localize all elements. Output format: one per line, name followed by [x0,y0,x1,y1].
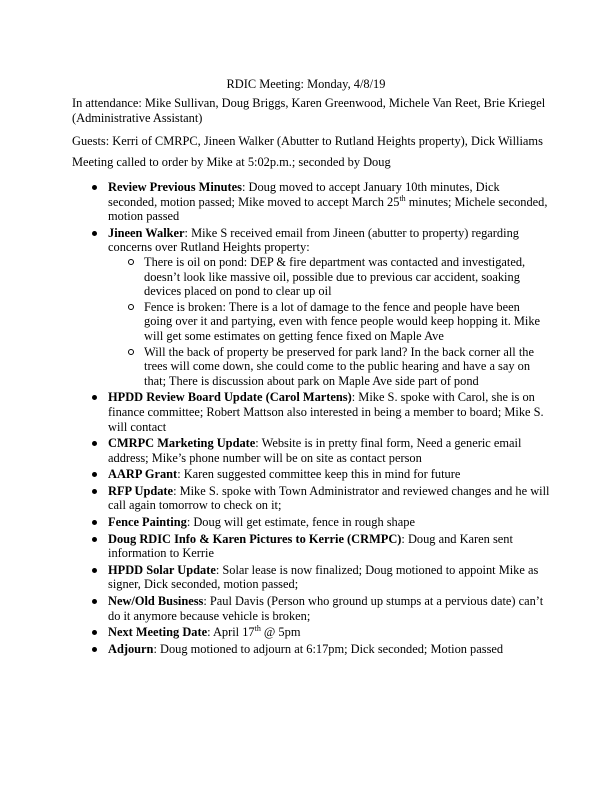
attendance-paragraph: In attendance: Mike Sullivan, Doug Briggs, Karen Greenwood, Michele Van Reet, Brie Kriegel (Administrative Assistant) [72,96,546,125]
item-text: : Website is in pretty final form, Need a generic email address; Mike’s phone number will be on site as contact person [108,436,522,465]
list-item [90,594,550,623]
item-label: HPDD Review Board Update (Carol Martens) [108,390,352,405]
item-label: Next Meeting Date [108,625,208,640]
list-item [90,532,550,561]
item-label: New/Old Business [108,594,204,609]
meeting-title: RDIC Meeting: Monday, 4/8/19 [226,77,386,91]
sub-list-item: Will the back of property be preserved for park land? In the back corner all the trees will come down, she could come to the public hearing and have a say on that; There is discussion about park on Maple Ave side part of pond [126,345,550,389]
list-item [90,467,550,482]
agenda-list [90,180,550,658]
item-label: Adjourn [108,641,154,656]
item-label: Fence Painting [108,515,187,530]
item-text: : Mike S received email from Jineen (abutter to property) regarding concerns over Rutland Heights property: [108,225,519,255]
sub-list-item: Fence is broken: There is a lot of damage to the fence and people have been going over it and partying, even with fence people would keep hopping it. Mike will get some estimates on getting fence fixed on Maple Ave [126,300,550,344]
item-text: : Doug will get estimate, fence in rough shape [186,515,415,530]
list-item [90,180,550,224]
item-superscript: th [399,193,406,203]
list-item [90,390,550,434]
list-item [90,484,550,513]
list-item [90,515,550,530]
guests-paragraph: Guests: Kerri of CMRPC, Jineen Walker (Abutter to Rutland Heights property), Dick Williams [72,134,543,148]
list-item [90,625,550,640]
item-text: : Mike S. spoke with Town Administrator and reviewed changes and he will call again tomorrow to check on it; [108,483,550,513]
item-superscript: th [254,624,261,634]
item-text: minutes; Michele seconded, motion passed [108,194,548,224]
list-item [90,642,550,657]
item-label: AARP Grant [108,467,178,482]
list-item [90,226,550,389]
item-label: CMRPC Marketing Update [108,436,256,451]
item-label: HPDD Solar Update [108,562,216,577]
list-item [90,436,550,465]
item-text: : Mike S. spoke with Carol, she is on finance committee; Robert Mattson also interested in being a member to board; Mike S. will contact [108,390,544,434]
item-text: : Doug moved to accept January 10th minutes, Dick seconded, motion passed; Mike moved to accept March 25 [108,180,500,209]
list-item [90,563,550,592]
item-text: : Doug and Karen sent information to Kerrie [108,531,513,561]
sub-list [126,255,550,388]
item-text: : Solar lease is now finalized; Doug motioned to appoint Mike as signer, Dick seconded, motion passed; [108,562,539,592]
item-text: : Paul Davis (Person who ground up stumps at a pervious date) can’t do it anymore because vehicle is broken; [108,594,544,623]
item-text: @ 5pm [260,625,301,640]
item-label: Review Previous Minutes [108,180,242,194]
item-text: : Karen suggested committee keep this in mind for future [177,467,461,482]
item-text: : Doug motioned to adjourn at 6:17pm; Dick seconded; Motion passed [153,641,504,656]
sub-list-item: There is oil on pond: DEP & fire department was contacted and investigated, doesn’t look like massive oil, possible due to previous car accident, soaking devices placed on pond to clear up oil [126,255,550,299]
item-text: : April 17 [207,625,255,640]
called-to-order-paragraph: Meeting called to order by Mike at 5:02p.m.; seconded by Doug [72,155,391,169]
item-label: RFP Update [108,483,174,498]
item-label: Doug RDIC Info & Karen Pictures to Kerrie (CRMPC) [108,531,402,546]
item-label: Jineen Walker [108,225,185,240]
